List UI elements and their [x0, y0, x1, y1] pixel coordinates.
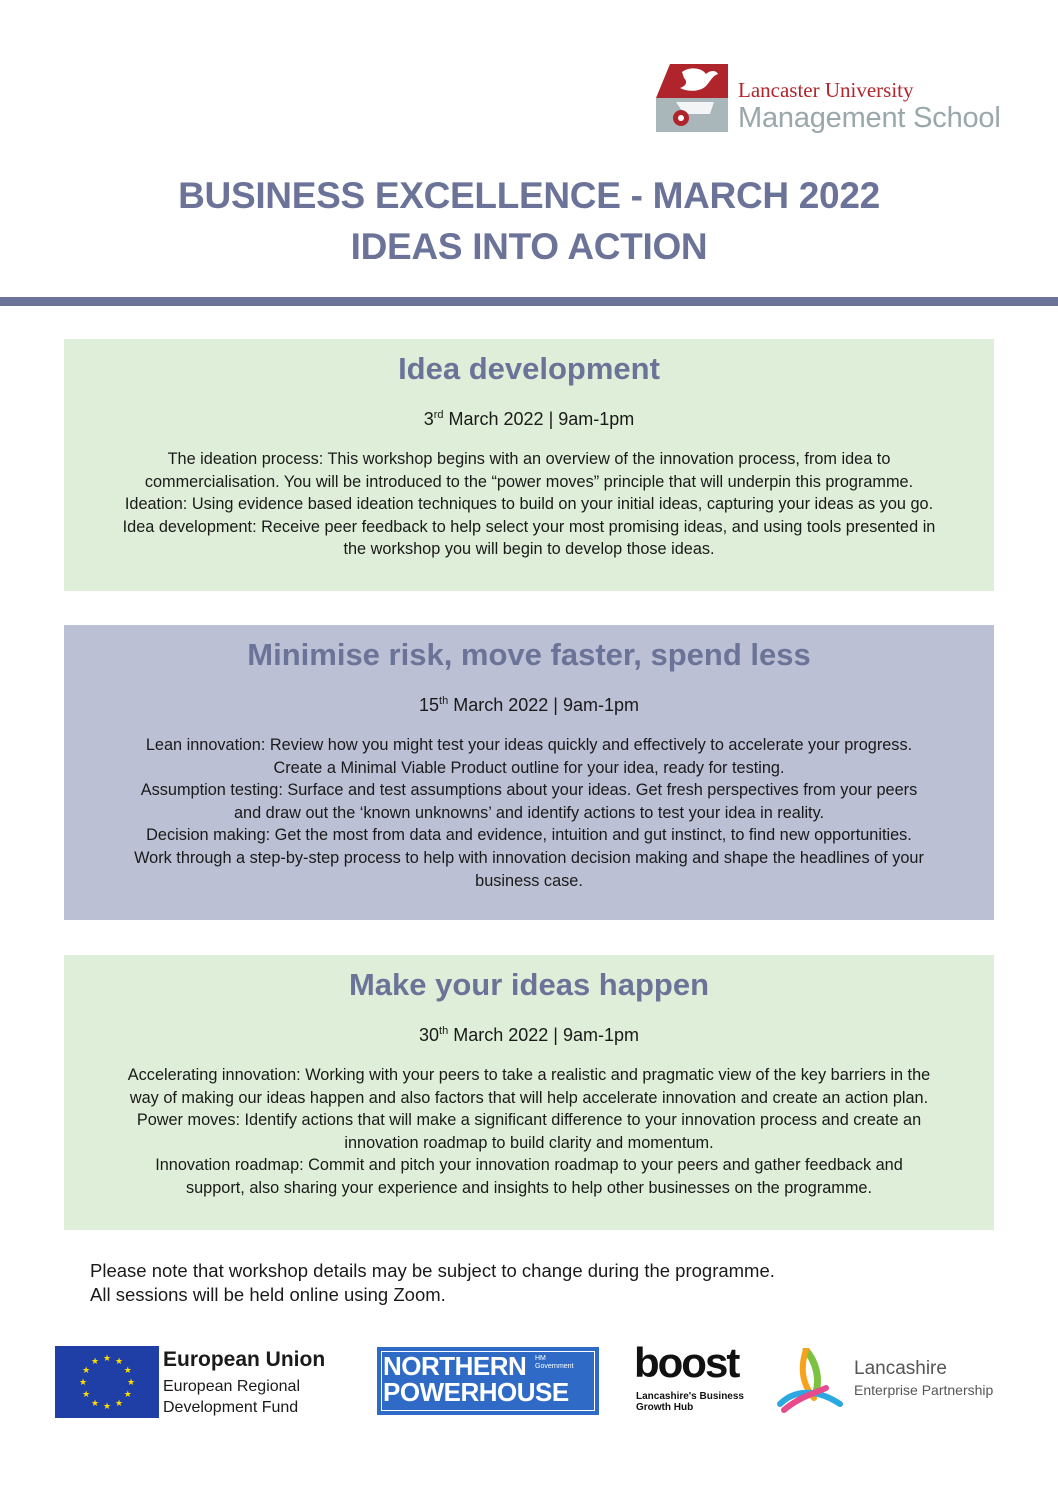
- description-line: business case.: [475, 871, 583, 890]
- session-title: Make your ideas happen: [348, 967, 710, 1002]
- session-date-rest: March 2022 | 9am-1pm: [448, 695, 639, 715]
- description-line: Create a Minimal Viable Product outline for your idea, ready for testing.: [273, 758, 785, 777]
- description-line: Ideation: Using evidence based ideation techniques to build on your initial ideas, capturing your ideas as you go.: [124, 495, 934, 514]
- session-panel-idea-development: [64, 339, 994, 591]
- description-line: and draw out the ‘known unknowns’ and identify actions to test your idea in reality.: [233, 803, 825, 822]
- np-line1: NORTHERN: [383, 1351, 527, 1381]
- hm-government-mark: HM Government: [535, 1355, 574, 1370]
- description-line: Power moves: Identify actions that will make a significant difference to your innovation process and create an: [136, 1111, 922, 1130]
- page-title: BUSINESS EXCELLENCE - MARCH 2022: [178, 175, 880, 216]
- description-line: way of making our ideas happen and also factors that will help accelerate innovation and create an action plan.: [129, 1088, 929, 1107]
- logo-school-name: Management School: [738, 102, 1001, 134]
- session-day: 3: [423, 409, 434, 429]
- session-day: 15: [419, 695, 440, 715]
- session-description: [82, 448, 976, 561]
- note-line: All sessions will be held online using Zoom.: [90, 1284, 446, 1305]
- eu-star-icon: ★: [126, 1377, 136, 1387]
- session-date: [64, 409, 994, 430]
- boost-wordmark: boost: [634, 1339, 739, 1386]
- eu-star-icon: ★: [90, 1356, 100, 1367]
- boost-tagline-line: Lancashire's Business: [636, 1391, 744, 1402]
- logo-university-name: Lancaster University: [738, 78, 914, 102]
- description-line: The ideation process: This workshop begins with an overview of the innovation process, from idea to: [167, 450, 891, 468]
- lep-line2: Enterprise Partnership: [854, 1382, 994, 1398]
- session-description: [82, 1064, 976, 1200]
- session-date-rest: March 2022 | 9am-1pm: [448, 1025, 639, 1045]
- lancaster-university-logo: [656, 64, 1026, 134]
- session-day-suffix: rd: [433, 409, 444, 421]
- eu-star-icon: ★: [82, 1365, 91, 1375]
- eu-star-icon: ★: [114, 1356, 124, 1367]
- session-day-suffix: th: [439, 1025, 449, 1037]
- description-line: Accelerating innovation: Working with your peers to take a realistic and pragmatic view of the key barriers in the: [127, 1066, 931, 1084]
- description-line: Decision making: Get the most from data and evidence, intuition and gut instinct, to find new opportunities.: [146, 826, 912, 845]
- description-line: Assumption testing: Surface and test assumptions about your ideas. Get fresh perspectives from your peers: [140, 781, 918, 800]
- eu-fund-line: Development Fund: [163, 1399, 299, 1416]
- eu-star-icon: ★: [102, 1401, 112, 1411]
- session-title: Idea development: [398, 351, 660, 386]
- lancaster-crest-icon: [656, 64, 728, 132]
- eu-star-icon: ★: [123, 1389, 132, 1399]
- eu-star-icon: ★: [90, 1397, 100, 1408]
- session-date: [64, 1025, 994, 1046]
- note-line: Please note that workshop details may be subject to change during the programme.: [90, 1260, 775, 1281]
- session-description: [82, 734, 976, 892]
- description-line: support, also sharing your experience and insights to help other businesses on the programme.: [185, 1178, 873, 1197]
- description-line: commercialisation. You will be introduced to the “power moves” principle that will underpin this programme.: [144, 472, 914, 491]
- description-line: Idea development: Receive peer feedback to help select your most promising ideas, and using tools presented in: [122, 517, 936, 536]
- description-line: Work through a step-by-step process to help with innovation decision making and shape the headlines of your: [134, 848, 924, 867]
- eu-fund-name: [163, 1376, 300, 1418]
- northern-powerhouse-logo: [377, 1347, 599, 1415]
- np-line2: POWERHOUSE: [383, 1377, 569, 1407]
- eu-star-icon: ★: [114, 1397, 124, 1408]
- session-title: Minimise risk, move faster, spend less: [247, 637, 811, 672]
- lep-line1: Lancashire: [854, 1358, 947, 1379]
- boost-tagline: [636, 1391, 744, 1413]
- boost-tagline-line: Growth Hub: [636, 1402, 694, 1413]
- eu-flag-icon: [55, 1346, 159, 1418]
- lep-ribbon-icon: [776, 1348, 844, 1414]
- session-panel-make-ideas-happen: [64, 955, 994, 1230]
- page-subtitle: IDEAS INTO ACTION: [350, 226, 708, 267]
- eu-star-icon: ★: [102, 1353, 112, 1363]
- programme-note: [90, 1259, 775, 1307]
- description-line: innovation roadmap to build clarity and momentum.: [344, 1133, 714, 1152]
- eu-star-icon: ★: [78, 1377, 88, 1387]
- session-day: 30: [419, 1025, 440, 1045]
- eu-fund-line: European Regional: [163, 1378, 300, 1395]
- description-line: the workshop you will begin to develop those ideas.: [343, 540, 715, 559]
- session-panel-minimise-risk: [64, 625, 994, 920]
- header-divider: [0, 297, 1058, 306]
- description-line: Lean innovation: Review how you might test your ideas quickly and effectively to accelerate your progress.: [145, 736, 913, 754]
- session-date: [64, 695, 994, 716]
- description-line: Innovation roadmap: Commit and pitch your innovation roadmap to your peers and gather feedback and: [155, 1156, 903, 1175]
- eu-star-icon: ★: [82, 1389, 91, 1399]
- lancashire-lep-logo: [776, 1348, 1026, 1414]
- session-day-suffix: th: [439, 695, 449, 707]
- eu-erdf-logo: [55, 1346, 355, 1418]
- boost-logo: [634, 1339, 754, 1415]
- eu-star-icon: ★: [123, 1365, 132, 1375]
- session-date-rest: March 2022 | 9am-1pm: [443, 409, 635, 429]
- eu-title: European Union: [163, 1348, 326, 1371]
